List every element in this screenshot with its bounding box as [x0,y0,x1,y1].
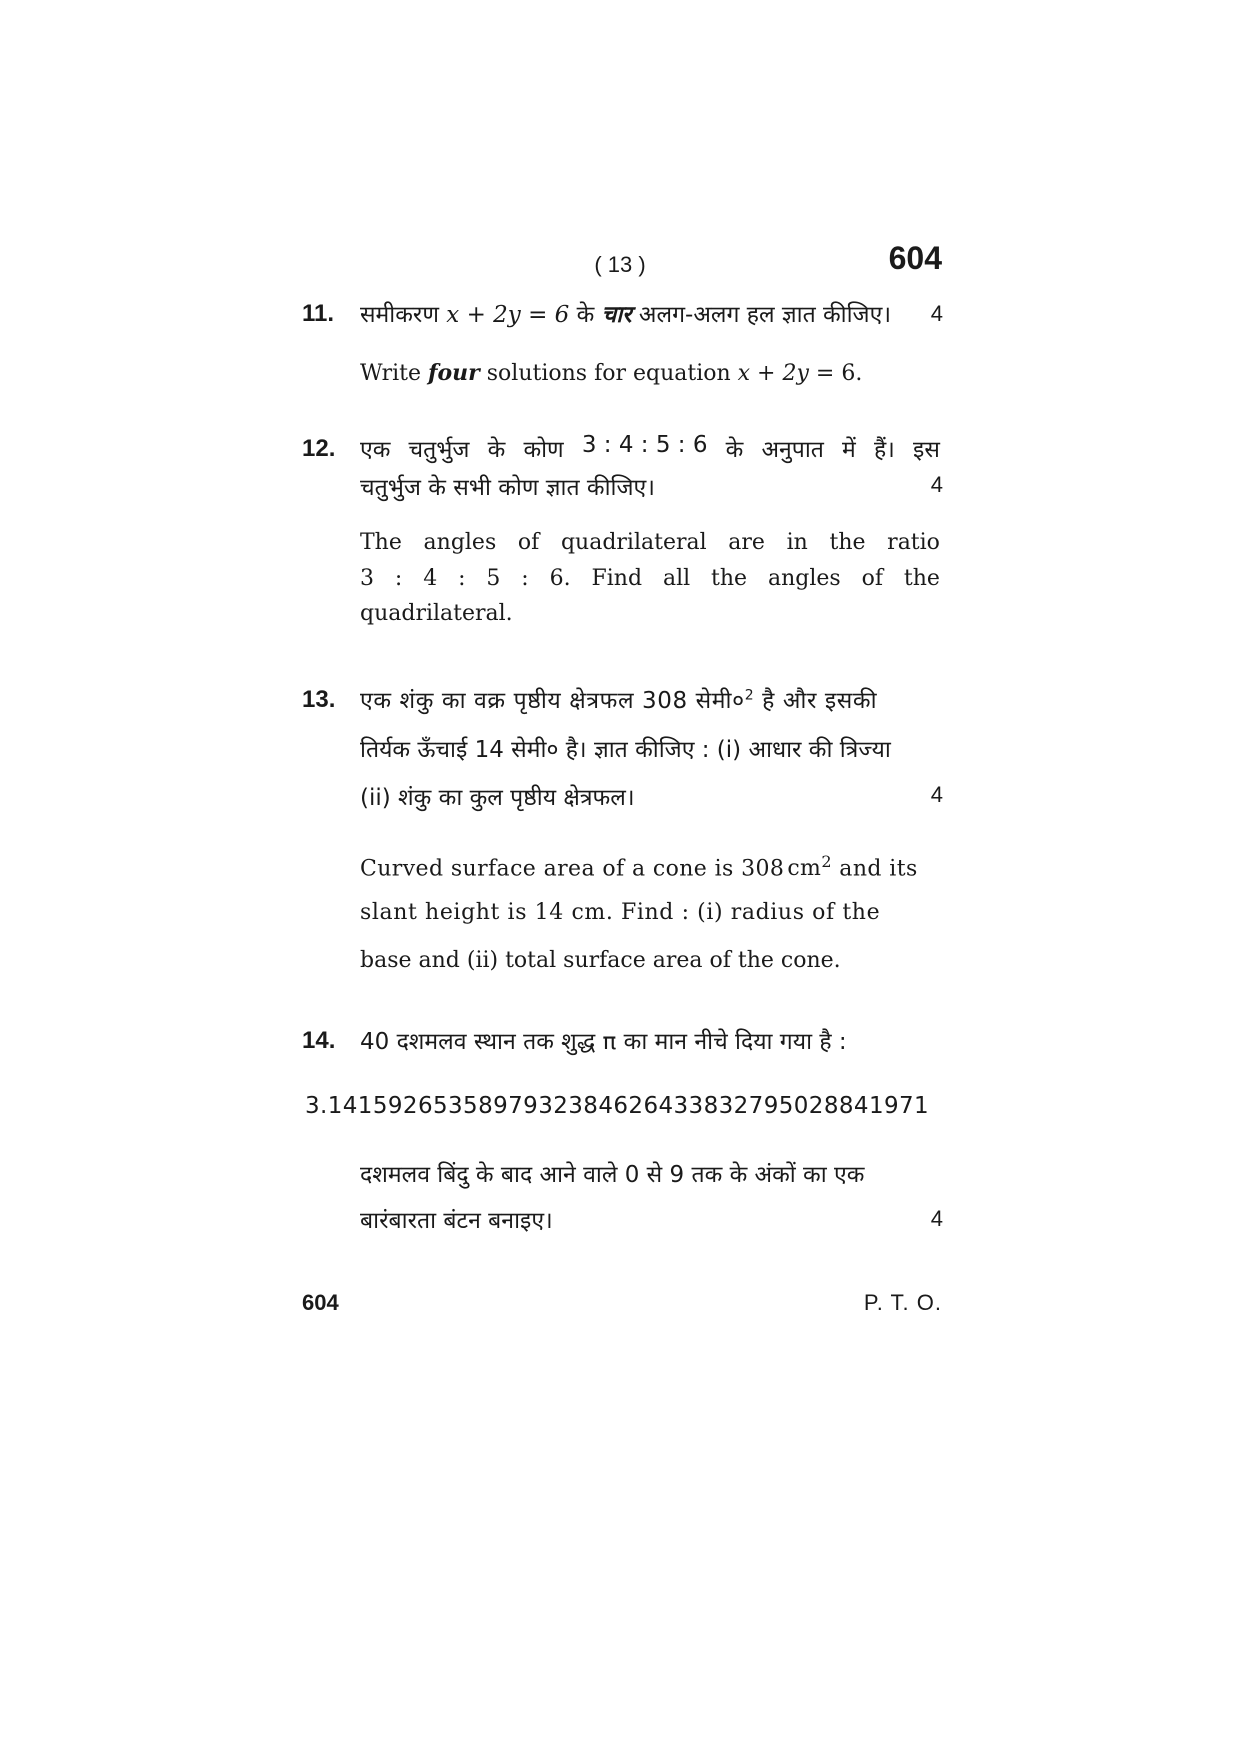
q12-hi-word: कोण [523,437,564,463]
q13-english-line-3: base and (ii) total surface area of the cone. [360,948,841,973]
q13-hi-line1-b: है और इसकी [754,688,878,714]
q13-marks: 4 [930,782,943,807]
question-number-13: 13. [302,686,336,713]
question-number-14: 14. [302,1027,336,1054]
q12-en-word: : [394,566,403,591]
q13-en-line1-b: and its [831,856,918,882]
q12-hi-word: के [487,437,506,463]
q11-english-text [360,360,940,386]
q12-marks: 4 [930,472,943,497]
q12-en-word: in [786,530,808,555]
q13-hi-superscript: 2 [744,687,755,704]
q13-english-line-1 [360,852,940,881]
q12-en-word: are [728,530,765,555]
q11-hi-bold-word: चार [601,302,632,328]
page-number: ( 13 ) [594,252,646,277]
q12-hi-word: में [842,437,856,463]
q11-en-suffix: = 6. [808,361,863,386]
q12-hi-word: हैं। [873,437,895,463]
q12-en-word: : [458,566,466,591]
q11-hi-suffix: अलग-अलग हल ज्ञात कीजिए। [631,302,892,328]
q12-hindi-line-1 [360,432,940,464]
q12-en-word: Find [591,566,643,591]
pi-value: 3.1415926535897932384626433832795028841971 [305,1093,930,1119]
q12-en-word: the [829,530,866,555]
paper-code-header: 604 [888,240,942,276]
q12-en-word: 6. [549,566,571,591]
q11-hi-equation: x + 2y = 6 [446,302,570,328]
q12-en-word: angles [423,530,497,555]
q13-hindi-line-1 [360,683,940,715]
q14-marks: 4 [930,1206,943,1231]
q12-english-line-3: quadrilateral. [360,601,513,626]
please-turn-over: P. T. O. [863,1290,942,1315]
q13-en-line1-a: Curved surface area of a cone is 308 [360,856,785,882]
q13-hindi-line-3: (ii) शंकु का कुल पृष्ठीय क्षेत्रफल। [360,785,635,811]
question-number-11: 11. [302,300,335,327]
q13-hi-line1-a: एक शंकु का वक्र पृष्ठीय क्षेत्रफल 308 सेमी० [360,688,745,714]
question-number-12: 12. [302,435,336,462]
q11-en-bold-word: four [428,360,480,386]
q12-en-word: angles [767,566,841,591]
q12-en-word: : [521,566,529,591]
q12-en-word: ratio [887,530,940,555]
q12-hi-word: एक [360,437,391,463]
paper-code-footer: 604 [302,1290,339,1315]
q12-en-word: 5 [486,566,501,591]
q12-en-word: the [711,566,748,591]
q13-english-line-2: slant height is 14 cm. Find : (i) radius of the [360,900,881,925]
q12-english-line-2 [360,566,940,591]
q12-en-word: The [360,530,402,555]
q12-en-word: all [662,566,691,591]
q13-en-unit: cm [787,856,822,882]
q11-en-prefix: Write [360,361,429,386]
q11-marks: 4 [930,301,943,326]
q11-hindi-text [360,297,940,329]
q14-hindi-line-2: दशमलव बिंदु के बाद आने वाले 0 से 9 तक के अंकों का एक [360,1162,865,1188]
q12-hi-word: अनुपात [761,437,824,463]
q12-en-word: of [861,566,883,591]
q12-en-word: 3 [360,566,374,591]
q11-hi-prefix: समीकरण [360,302,447,328]
q13-hindi-line-2: तिर्यक ऊँचाई 14 सेमी० है। ज्ञात कीजिए : (i) आधार की त्रिज्या [360,737,891,763]
q12-hi-ratio: 3 : 4 : 5 : 6 [581,432,708,458]
q14-hindi-line-1: 40 दशमलव स्थान तक शुद्ध π का मान नीचे दिया गया है : [360,1029,847,1055]
q12-english-line-1 [360,530,940,555]
q12-hi-word: इस [913,437,940,463]
q12-hindi-line-2: चतुर्भुज के सभी कोण ज्ञात कीजिए। [360,475,655,501]
q14-hindi-line-3: बारंबारता बंटन बनाइए। [360,1208,553,1234]
q12-en-word: of [517,530,540,555]
q12-en-word: the [903,566,940,591]
q11-en-mid: solutions for equation [479,361,738,386]
q13-en-superscript: 2 [821,852,832,871]
q11-en-equation: x + 2y [737,361,809,386]
q12-en-word: quadrilateral [560,530,707,555]
q12-hi-word: चतुर्भुज [408,437,470,463]
q12-hi-word: के [725,437,744,463]
q12-en-word: 4 [423,566,438,591]
q11-hi-mid: के [569,302,602,328]
